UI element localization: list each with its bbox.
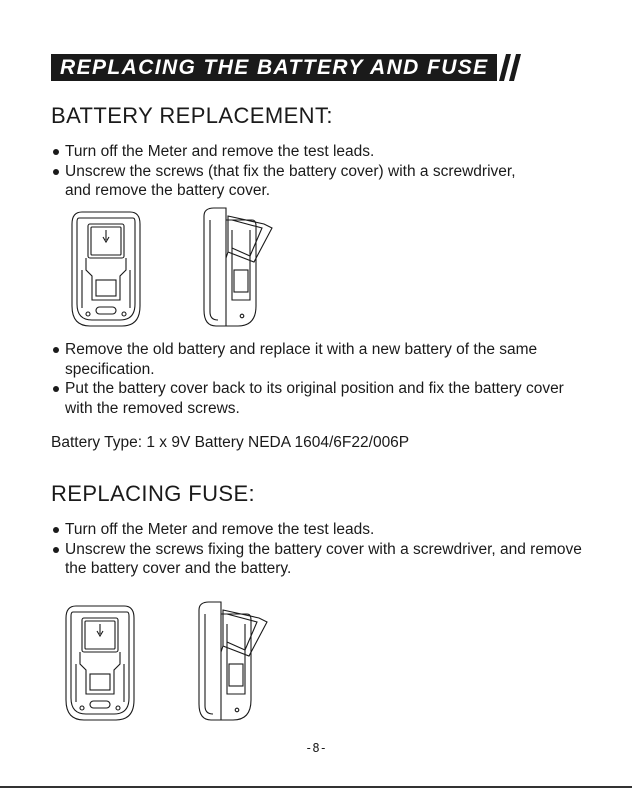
replacing-fuse-heading: REPLACING FUSE: — [51, 481, 256, 506]
meter-back-view-illustration — [64, 604, 136, 722]
battery-type-text: Battery Type: 1 x 9V Battery NEDA 1604/6F22/006P — [51, 434, 410, 451]
list-item: Unscrew the screws fixing the battery cover with a screwdriver, and remove the battery cover and the battery. — [51, 540, 591, 579]
battery-replacement-heading: BATTERY REPLACEMENT: — [51, 103, 333, 128]
section-banner — [51, 54, 523, 81]
meter-side-view-illustration — [198, 206, 276, 330]
meter-side-view-illustration — [193, 600, 271, 724]
page-number: -8- — [305, 741, 327, 755]
list-item: Unscrew the screws (that fix the battery cover) with a screwdriver, and remove the battery cover. — [51, 162, 521, 201]
bottom-divider — [0, 786, 632, 788]
meter-back-view-illustration — [70, 210, 142, 328]
list-item: Turn off the Meter and remove the test leads. — [51, 520, 591, 540]
battery-steps-list-a — [51, 142, 521, 201]
fuse-steps-list — [51, 520, 591, 579]
list-item: Turn off the Meter and remove the test leads. — [51, 142, 521, 162]
banner-title: REPLACING THE BATTERY AND FUSE — [51, 54, 497, 81]
battery-steps-list-b — [51, 340, 581, 418]
list-item: Put the battery cover back to its original position and fix the battery cover with the removed screws. — [51, 379, 581, 418]
banner-slash-icon — [499, 54, 523, 81]
list-item: Remove the old battery and replace it with a new battery of the same specification. — [51, 340, 581, 379]
